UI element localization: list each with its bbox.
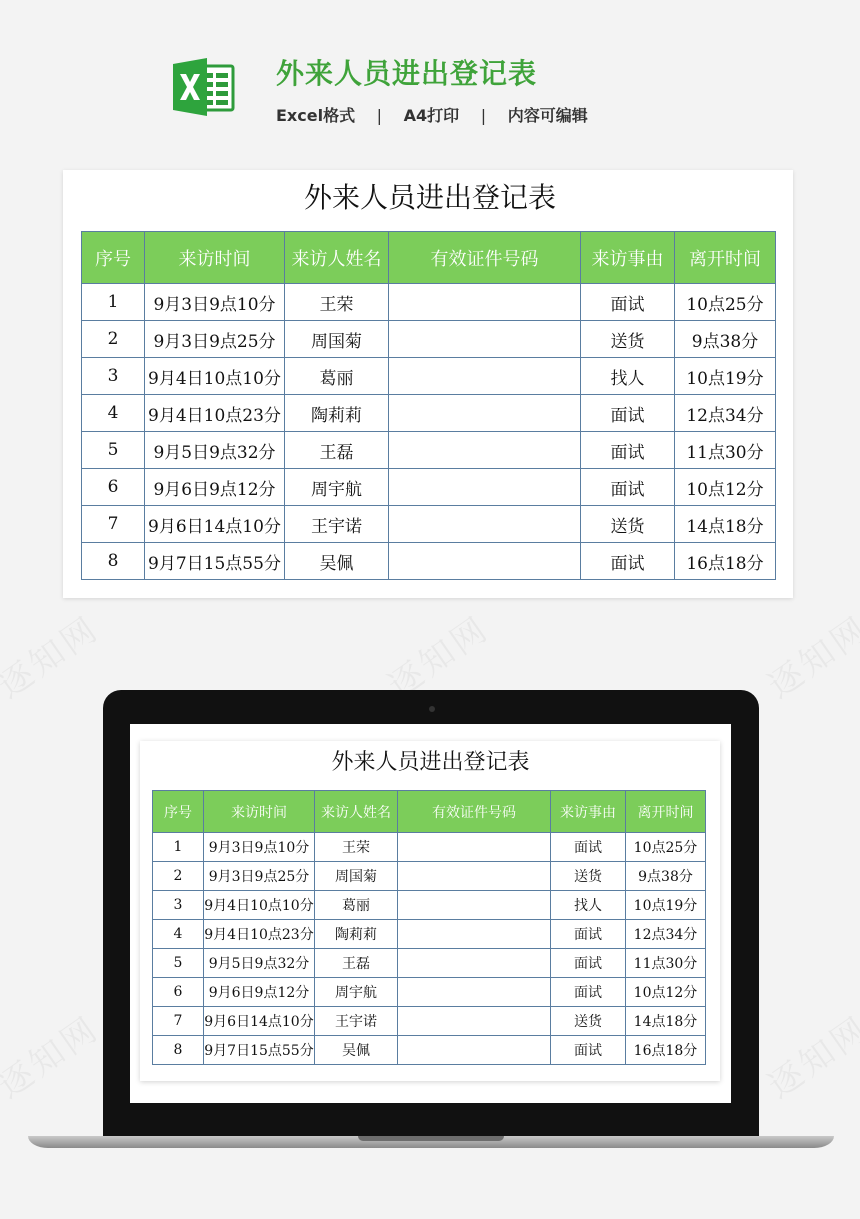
tag-print: A4打印	[403, 106, 460, 125]
sheet-title: 外来人员进出登记表	[303, 181, 556, 214]
cell-col-leave-time: 10点25分	[626, 833, 706, 862]
header-col-visitor-name: 来访人姓名	[285, 232, 389, 284]
cell-col-visit-time: 9月7日15点55分	[204, 1036, 315, 1065]
cell-col-purpose: 送货	[551, 1007, 626, 1036]
table-row	[153, 978, 706, 1007]
cell-col-visitor-name: 王宇诺	[285, 506, 389, 543]
cell-col-id-number	[389, 543, 581, 580]
cell-col-leave-time: 16点18分	[626, 1036, 706, 1065]
cell-col-visit-time: 9月3日9点10分	[204, 833, 315, 862]
cell-col-leave-time: 10点12分	[675, 469, 776, 506]
cell-col-visitor-name: 周国菊	[315, 862, 398, 891]
cell-col-visitor-name: 吴佩	[315, 1036, 398, 1065]
cell-col-leave-time: 10点25分	[675, 284, 776, 321]
header-col-purpose: 来访事由	[551, 791, 626, 833]
tag-separator: |	[376, 106, 383, 125]
cell-col-index: 4	[82, 395, 145, 432]
table-row	[153, 1036, 706, 1065]
cell-col-visitor-name: 葛丽	[315, 891, 398, 920]
banner	[0, 0, 860, 170]
cell-col-index: 7	[82, 506, 145, 543]
cell-col-purpose: 面试	[551, 833, 626, 862]
cell-col-index: 6	[153, 978, 204, 1007]
cell-col-index: 2	[82, 321, 145, 358]
cell-col-visit-time: 9月5日9点32分	[145, 432, 285, 469]
cell-col-purpose: 找人	[551, 891, 626, 920]
cell-col-index: 8	[82, 543, 145, 580]
header-col-purpose: 来访事由	[581, 232, 675, 284]
table-row	[82, 469, 776, 506]
table-row	[82, 432, 776, 469]
cell-col-visitor-name: 王磊	[315, 949, 398, 978]
cell-col-leave-time: 9点38分	[626, 862, 706, 891]
cell-col-leave-time: 10点12分	[626, 978, 706, 1007]
cell-col-index: 6	[82, 469, 145, 506]
table-row	[153, 891, 706, 920]
cell-col-leave-time: 16点18分	[675, 543, 776, 580]
cell-col-visit-time: 9月4日10点10分	[204, 891, 315, 920]
cell-col-leave-time: 11点30分	[675, 432, 776, 469]
cell-col-visitor-name: 周宇航	[315, 978, 398, 1007]
cell-col-purpose: 面试	[551, 978, 626, 1007]
cell-col-visitor-name: 王荣	[285, 284, 389, 321]
banner-title: 外来人员进出登记表	[276, 57, 538, 90]
cell-col-id-number	[389, 358, 581, 395]
table-header-row	[153, 791, 706, 833]
banner-tags	[276, 103, 588, 126]
header-col-leave-time: 离开时间	[626, 791, 706, 833]
cell-col-purpose: 送货	[581, 321, 675, 358]
cell-col-purpose: 面试	[581, 543, 675, 580]
tag-separator: |	[480, 106, 487, 125]
cell-col-id-number	[389, 432, 581, 469]
cell-col-leave-time: 10点19分	[675, 358, 776, 395]
cell-col-purpose: 面试	[581, 395, 675, 432]
header-col-index: 序号	[153, 791, 204, 833]
watermark	[0, 1002, 108, 1108]
header-col-visit-time: 来访时间	[145, 232, 285, 284]
tag-editable: 内容可编辑	[507, 106, 588, 125]
cell-col-id-number	[389, 321, 581, 358]
cell-col-id-number	[398, 891, 551, 920]
cell-col-index: 5	[153, 949, 204, 978]
cell-col-leave-time: 12点34分	[626, 920, 706, 949]
cell-col-index: 2	[153, 862, 204, 891]
cell-col-index: 7	[153, 1007, 204, 1036]
cell-col-visitor-name: 周国菊	[285, 321, 389, 358]
cell-col-visitor-name: 周宇航	[285, 469, 389, 506]
cell-col-visit-time: 9月4日10点23分	[204, 920, 315, 949]
header-col-leave-time: 离开时间	[675, 232, 776, 284]
table-row	[82, 284, 776, 321]
header-col-visitor-name: 来访人姓名	[315, 791, 398, 833]
table-row	[82, 543, 776, 580]
cell-col-visit-time: 9月6日9点12分	[145, 469, 285, 506]
cell-col-id-number	[398, 978, 551, 1007]
watermark	[0, 602, 108, 708]
cell-col-purpose: 送货	[581, 506, 675, 543]
cell-col-purpose: 送货	[551, 862, 626, 891]
cell-col-index: 1	[153, 833, 204, 862]
cell-col-visitor-name: 王荣	[315, 833, 398, 862]
cell-col-visitor-name: 葛丽	[285, 358, 389, 395]
cell-col-id-number	[398, 833, 551, 862]
cell-col-visit-time: 9月4日10点10分	[145, 358, 285, 395]
cell-col-purpose: 面试	[551, 1036, 626, 1065]
table-row	[153, 920, 706, 949]
cell-col-leave-time: 14点18分	[626, 1007, 706, 1036]
table-header-row	[82, 232, 776, 284]
table-row	[82, 506, 776, 543]
cell-col-visit-time: 9月6日14点10分	[204, 1007, 315, 1036]
cell-col-visit-time: 9月7日15点55分	[145, 543, 285, 580]
cell-col-visitor-name: 陶莉莉	[315, 920, 398, 949]
cell-col-visit-time: 9月3日9点25分	[145, 321, 285, 358]
cell-col-visitor-name: 王磊	[285, 432, 389, 469]
table-row	[82, 395, 776, 432]
cell-col-visit-time: 9月3日9点25分	[204, 862, 315, 891]
cell-col-id-number	[389, 506, 581, 543]
cell-col-visit-time: 9月3日9点10分	[145, 284, 285, 321]
cell-col-visit-time: 9月6日9点12分	[204, 978, 315, 1007]
cell-col-id-number	[389, 469, 581, 506]
cell-col-index: 8	[153, 1036, 204, 1065]
cell-col-visitor-name: 陶莉莉	[285, 395, 389, 432]
cell-col-id-number	[389, 284, 581, 321]
laptop-notch	[358, 1136, 504, 1141]
cell-col-visitor-name: 王宇诺	[315, 1007, 398, 1036]
header-col-index: 序号	[82, 232, 145, 284]
header-col-id-number: 有效证件号码	[398, 791, 551, 833]
cell-col-leave-time: 14点18分	[675, 506, 776, 543]
table-row	[153, 1007, 706, 1036]
camera-icon	[429, 706, 435, 712]
cell-col-id-number	[398, 1007, 551, 1036]
cell-col-purpose: 找人	[581, 358, 675, 395]
header-col-visit-time: 来访时间	[204, 791, 315, 833]
table-row	[82, 358, 776, 395]
cell-col-index: 5	[82, 432, 145, 469]
cell-col-leave-time: 10点19分	[626, 891, 706, 920]
watermark	[756, 602, 860, 708]
excel-icon	[171, 56, 235, 118]
cell-col-id-number	[398, 949, 551, 978]
cell-col-index: 4	[153, 920, 204, 949]
header-col-id-number: 有效证件号码	[389, 232, 581, 284]
table-row	[153, 949, 706, 978]
cell-col-id-number	[398, 862, 551, 891]
cell-col-leave-time: 9点38分	[675, 321, 776, 358]
cell-col-index: 3	[82, 358, 145, 395]
table-row	[82, 321, 776, 358]
cell-col-visit-time: 9月6日14点10分	[145, 506, 285, 543]
cell-col-purpose: 面试	[581, 432, 675, 469]
cell-col-index: 3	[153, 891, 204, 920]
cell-col-purpose: 面试	[551, 949, 626, 978]
table-row	[153, 833, 706, 862]
cell-col-visitor-name: 吴佩	[285, 543, 389, 580]
tag-format: Excel格式	[276, 106, 356, 125]
register-table	[81, 231, 776, 580]
cell-col-index: 1	[82, 284, 145, 321]
cell-col-purpose: 面试	[551, 920, 626, 949]
cell-col-id-number	[389, 395, 581, 432]
cell-col-leave-time: 12点34分	[675, 395, 776, 432]
cell-col-leave-time: 11点30分	[626, 949, 706, 978]
screen-register-table	[152, 790, 706, 1065]
cell-col-purpose: 面试	[581, 284, 675, 321]
table-row	[153, 862, 706, 891]
watermark	[756, 1002, 860, 1108]
screen-sheet-title: 外来人员进出登记表	[331, 750, 530, 775]
cell-col-id-number	[398, 1036, 551, 1065]
cell-col-visit-time: 9月4日10点23分	[145, 395, 285, 432]
cell-col-purpose: 面试	[581, 469, 675, 506]
cell-col-visit-time: 9月5日9点32分	[204, 949, 315, 978]
cell-col-id-number	[398, 920, 551, 949]
